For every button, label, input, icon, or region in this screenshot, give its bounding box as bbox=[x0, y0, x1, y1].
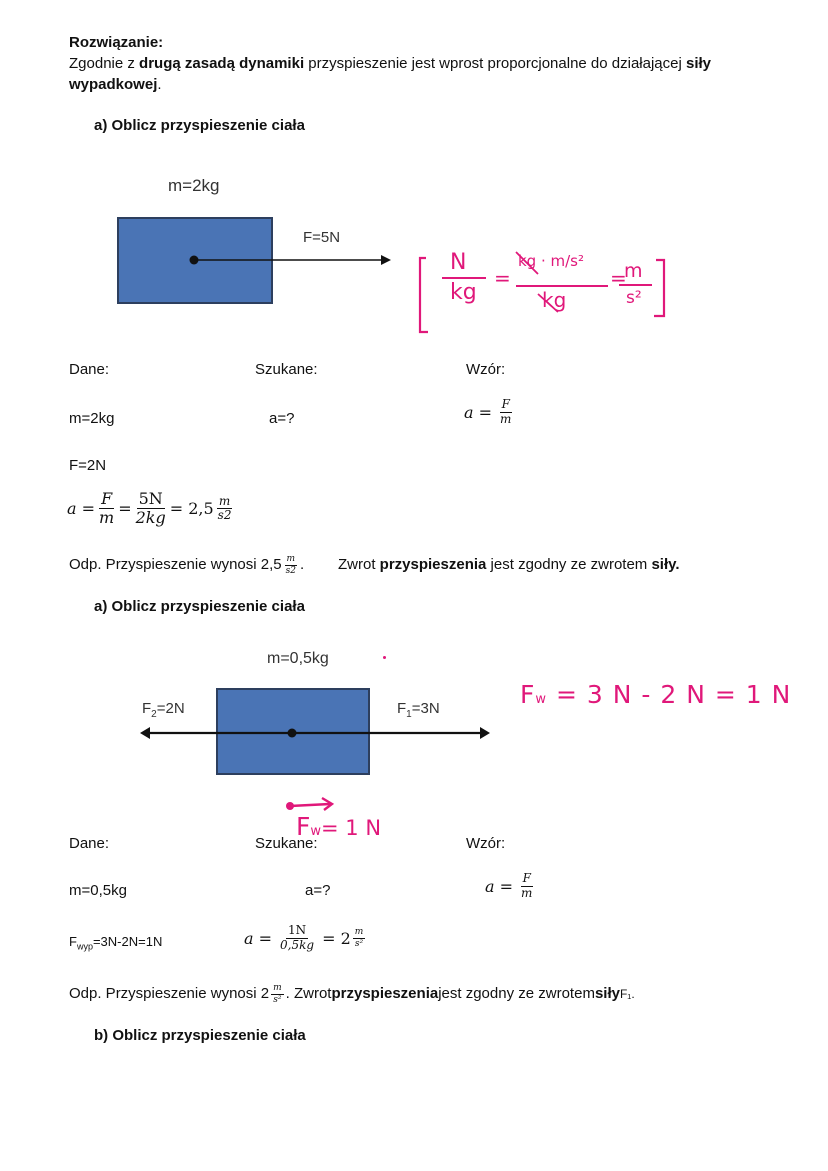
calc-u-num: m bbox=[218, 493, 231, 508]
calc-frac-values bbox=[134, 490, 168, 528]
calc-result: = 2,5 bbox=[169, 499, 214, 519]
task1-szukane-label: Szukane: bbox=[255, 361, 318, 378]
t2-calc-unit bbox=[353, 927, 366, 949]
hw-fw-sub: w bbox=[535, 692, 548, 707]
task1-answer-u-den: s2 bbox=[285, 565, 296, 576]
hw-eq1: = bbox=[494, 266, 511, 290]
hw-n2: kg · m/s² bbox=[518, 252, 585, 270]
calc-f-den: m bbox=[99, 508, 115, 528]
task1-formula bbox=[464, 398, 515, 427]
intro-bold-1: drugą zasadą dynamiki bbox=[139, 55, 305, 72]
intro-text-1: Zgodnie z bbox=[69, 55, 140, 72]
task2-formula bbox=[485, 872, 536, 901]
hw-d1: kg bbox=[450, 280, 477, 305]
task1-dane-mass: m=2kg bbox=[69, 410, 115, 427]
t2-calc-u-den: s² bbox=[354, 938, 364, 949]
task2-mass-label: m=0,5kg bbox=[267, 650, 329, 667]
f2-arrow-head bbox=[140, 727, 150, 739]
task1-calculation bbox=[67, 490, 235, 528]
task2-szukane-label: Szukane: bbox=[255, 835, 318, 852]
hw-szuk-val: = 1 N bbox=[321, 816, 382, 840]
task2-formula-lhs: a = bbox=[485, 876, 514, 896]
task1-answer-t3: Zwrot bbox=[338, 556, 380, 573]
fwyp-value: =3N-2N=1N bbox=[92, 934, 163, 949]
task2-fwyp bbox=[69, 934, 162, 952]
task2-answer-t2: . Zwrot bbox=[285, 985, 332, 1002]
task2-formula-num: F bbox=[522, 871, 531, 885]
task2-answer-u-den: s² bbox=[273, 994, 282, 1005]
task1-force-label: F=5N bbox=[303, 229, 341, 246]
fwyp-symbol: F bbox=[69, 934, 77, 949]
task1-answer-unit bbox=[284, 554, 298, 576]
task2-answer-t1: Odp. Przyspieszenie wynosi 2 bbox=[69, 985, 270, 1002]
intro-line-1 bbox=[69, 53, 711, 75]
t2-calc-num: 1N bbox=[287, 923, 307, 937]
task1-formula-fraction bbox=[498, 398, 513, 427]
task2-answer-b2: siły bbox=[594, 985, 620, 1002]
intro-text-2: przyspieszenie jest wprost proporcjonalne do działającej bbox=[304, 55, 686, 72]
f1-arrow-head bbox=[480, 727, 490, 739]
f2-value: =2N bbox=[156, 700, 185, 717]
calc-frac-symbolic bbox=[97, 490, 116, 528]
hw-n1: N bbox=[450, 250, 467, 275]
task3-title: b) Oblicz przyspieszenie ciała bbox=[94, 1027, 306, 1044]
f1-sub: 1 bbox=[406, 709, 412, 720]
calc-v-den: 2kg bbox=[135, 508, 166, 528]
task2-wzor-label: Wzór: bbox=[466, 835, 506, 852]
f1-symbol: F bbox=[397, 700, 407, 717]
task2-f1-label bbox=[397, 700, 440, 720]
t2-calc-u-num: m bbox=[354, 927, 364, 938]
f2-symbol: F bbox=[142, 700, 152, 717]
t2-calc-den: 0,5kg bbox=[280, 937, 315, 952]
task1-answer bbox=[69, 554, 304, 576]
task1-answer-u-num: m bbox=[286, 554, 296, 565]
fwyp-sub: wyp bbox=[76, 941, 93, 952]
task2-answer-unit bbox=[271, 983, 284, 1005]
task1-handwritten-units bbox=[412, 248, 674, 338]
t2-calc-lhs: a = bbox=[244, 928, 273, 948]
task2-answer bbox=[69, 983, 635, 1005]
task2-force-origin-dot bbox=[288, 729, 297, 738]
solution-heading: Rozwiązanie: bbox=[69, 34, 164, 51]
hw-d2: kg bbox=[542, 288, 567, 312]
task1-arrow-head bbox=[381, 255, 391, 265]
calc-eq: = bbox=[118, 499, 132, 519]
intro-bold-3: wypadkowej bbox=[69, 76, 158, 93]
task2-dane-label: Dane: bbox=[69, 835, 110, 852]
task1-szukane-a: a=? bbox=[269, 410, 295, 427]
task2-answer-u-num: m bbox=[273, 983, 282, 994]
task1-answer-b2: siły. bbox=[651, 556, 680, 573]
task1-mass-label: m=2kg bbox=[168, 176, 220, 195]
hw-res-n: m bbox=[624, 260, 643, 282]
task2-calculation bbox=[244, 924, 367, 953]
task1-answer-direction bbox=[338, 554, 680, 576]
calc-unit bbox=[216, 495, 234, 524]
hw-res-d: s² bbox=[626, 288, 642, 308]
task2-title: a) Oblicz przyspieszenie ciała bbox=[94, 598, 305, 615]
task2-answer-t4: F₁. bbox=[619, 987, 635, 1001]
task1-dane-force: F=2N bbox=[69, 457, 107, 474]
task1-wzor-label: Wzór: bbox=[466, 361, 506, 378]
task1-title: a) Oblicz przyspieszenie ciała bbox=[94, 117, 305, 134]
task2-szukane-a: a=? bbox=[305, 882, 331, 899]
task2-f2-label bbox=[142, 700, 185, 720]
t2-calc-result: = 2 bbox=[322, 928, 351, 948]
f1-value: =3N bbox=[411, 700, 440, 717]
hw-szuk-sub: w bbox=[310, 824, 322, 839]
task1-formula-den: m bbox=[500, 411, 512, 426]
task1-answer-t2: . bbox=[299, 556, 305, 573]
calc-v-num: 5N bbox=[138, 489, 163, 508]
stray-dot bbox=[383, 656, 386, 659]
intro-line-2 bbox=[69, 74, 162, 96]
task1-answer-t4: jest zgodny ze zwrotem bbox=[486, 556, 652, 573]
hw-fw-symbol: F bbox=[520, 680, 536, 709]
calc-lhs: a = bbox=[67, 499, 96, 519]
task1-answer-t1: Odp. Przyspieszenie wynosi 2,5 bbox=[69, 556, 282, 573]
task2-answer-b1: przyspieszenia bbox=[331, 985, 439, 1002]
task1-force-arrow bbox=[185, 250, 395, 270]
task2-formula-fraction bbox=[519, 872, 534, 901]
intro-text-3: . bbox=[157, 76, 162, 93]
task2-force-arrows bbox=[136, 722, 496, 744]
hw-eq2: = bbox=[610, 266, 627, 290]
task2-handwritten-szukane bbox=[296, 812, 381, 841]
task2-dane-mass: m=0,5kg bbox=[69, 882, 127, 899]
calc-u-den: s2 bbox=[217, 508, 232, 523]
calc-f-num: F bbox=[101, 489, 113, 508]
task1-dane-label: Dane: bbox=[69, 361, 110, 378]
task2-formula-den: m bbox=[521, 885, 533, 900]
hw-fw-eq: = 3 N - 2 N = 1 N bbox=[547, 680, 792, 709]
intro-bold-2: siły bbox=[685, 55, 712, 72]
hw-szuk-symbol: F bbox=[296, 812, 311, 841]
task1-answer-b1: przyspieszenia bbox=[379, 556, 487, 573]
task2-answer-t3: jest zgodny ze zwrotem bbox=[438, 985, 595, 1002]
task2-handwritten-net-force bbox=[520, 680, 791, 709]
f2-sub: 2 bbox=[151, 709, 157, 720]
t2-calc-frac bbox=[278, 924, 316, 953]
task1-formula-lhs: a = bbox=[464, 402, 493, 422]
task1-formula-num: F bbox=[501, 397, 510, 411]
